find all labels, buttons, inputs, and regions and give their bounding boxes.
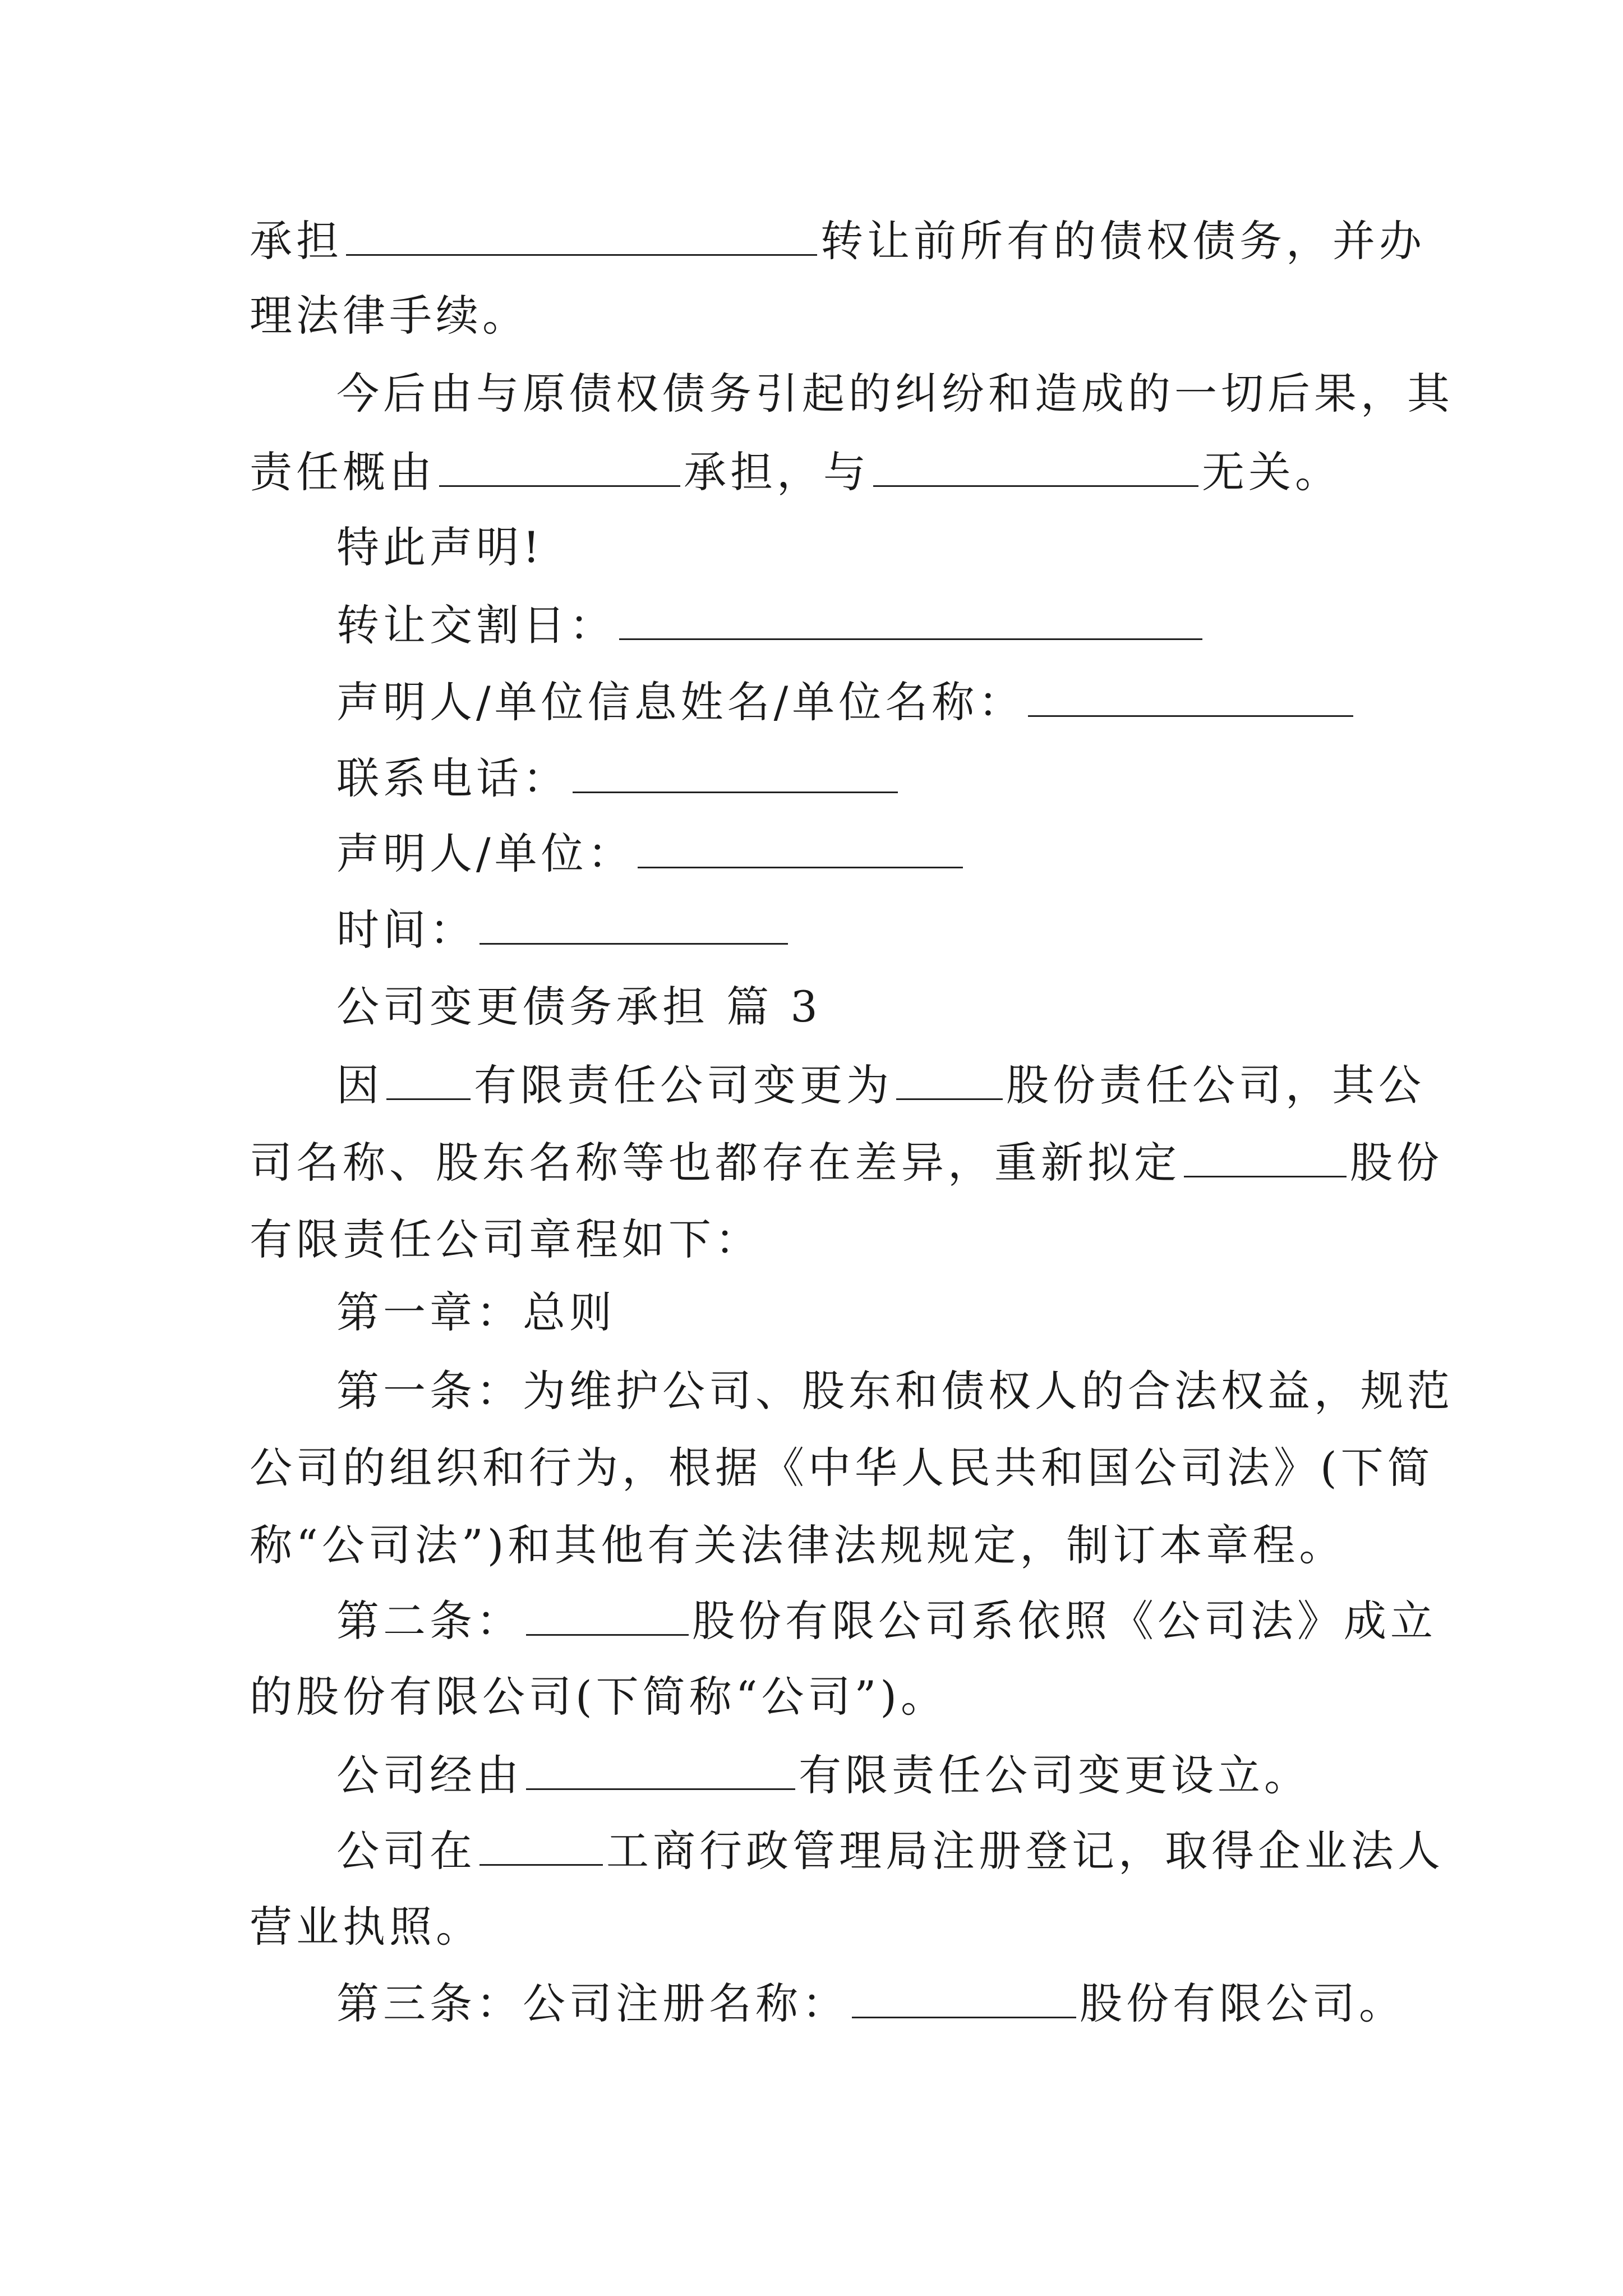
text-line [250, 1212, 762, 1268]
text-run: 今后由与原债权债务引起的纠纷和造成的一切后果，其 [336, 369, 1454, 418]
text-run: 第一条：为维护公司、股东和债权人的合法权益，规范 [336, 1366, 1454, 1416]
text-run: 的股份有限公司(下简称“公司”)。 [250, 1672, 948, 1722]
fill-in-blank [479, 1832, 603, 1866]
section-heading [336, 979, 822, 1035]
fill-in-blank [1028, 683, 1353, 717]
fill-in-blank [386, 1066, 471, 1100]
fill-in-blank [346, 222, 817, 256]
text-run: 股份责任公司，其公 [1006, 1060, 1425, 1110]
text-run: 理法律手续。 [250, 291, 529, 341]
text-run: 公司的组织和行为，根据《中华人民共和国公司法》(下简 [250, 1443, 1434, 1493]
fill-in-blank [896, 1066, 1003, 1100]
text-line [336, 1823, 1444, 1879]
text-line [250, 1517, 1345, 1573]
text-run: 特此声明! [336, 522, 544, 572]
text-run: 第一章：总则 [336, 1287, 616, 1337]
text-run: 第二条： [336, 1596, 523, 1646]
text-line [336, 597, 1206, 654]
text-line [250, 288, 529, 344]
text-run: 公司经由 [336, 1750, 523, 1800]
text-run: 责任概由 [250, 447, 436, 497]
text-line [336, 366, 1454, 422]
text-run: 股份 [1350, 1138, 1443, 1188]
text-run: 因 [336, 1060, 383, 1110]
text-run: 公司变更债务承担 篇 3 [336, 982, 822, 1032]
text-run: 营业执照。 [250, 1902, 482, 1952]
text-run: 联系电话： [336, 753, 569, 803]
text-run: 有限责任公司变更为 [474, 1060, 893, 1110]
fill-in-blank [638, 834, 963, 868]
text-run: 股份有限公司系依照《公司法》成立 [692, 1596, 1437, 1646]
text-run: 称“公司法”)和其他有关法律法规规定，制订本章程。 [250, 1520, 1346, 1570]
text-run: 股份有限公司。 [1080, 1978, 1405, 2028]
text-run: 承担 [250, 216, 343, 266]
text-line [250, 213, 1426, 269]
fill-in-blank [439, 453, 680, 487]
fill-in-blank [526, 1602, 689, 1636]
text-line [336, 902, 791, 958]
text-line [336, 674, 1357, 730]
text-line [336, 1363, 1454, 1419]
fill-in-blank [479, 910, 788, 945]
text-run: 转让交割日： [336, 600, 616, 650]
fill-in-blank [573, 759, 898, 793]
text-line [336, 826, 966, 882]
fill-in-blank [852, 1984, 1076, 2018]
text-line [336, 1747, 1311, 1803]
text-line [336, 1593, 1437, 1649]
text-line [250, 1669, 947, 1725]
text-run: 无关。 [1202, 447, 1341, 497]
text-run: 时间： [336, 905, 476, 955]
fill-in-blank [1184, 1143, 1347, 1177]
text-line [250, 444, 1341, 500]
text-run: 承担，与 [684, 447, 870, 497]
text-line [336, 519, 544, 576]
chapter-heading [336, 1285, 616, 1341]
text-run: 转让前所有的债权债务，并办 [820, 216, 1426, 266]
text-run: 有限责任公司章程如下： [250, 1214, 762, 1264]
text-run: 第三条：公司注册名称： [336, 1978, 849, 2028]
text-run: 公司在 [336, 1826, 476, 1876]
text-run: 声明人/单位信息姓名/单位名称： [336, 677, 1025, 727]
text-run: 司名称、股东名称等也都存在差异，重新拟定 [250, 1138, 1181, 1188]
text-line [336, 1976, 1405, 2032]
text-line [250, 1440, 1434, 1496]
text-run: 声明人/单位： [336, 829, 634, 878]
text-run: 工商行政管理局注册登记，取得企业法人 [606, 1826, 1444, 1876]
text-line [336, 751, 901, 807]
fill-in-blank [873, 453, 1198, 487]
fill-in-blank [526, 1756, 795, 1790]
text-line [250, 1899, 482, 1955]
text-line [250, 1135, 1443, 1191]
fill-in-blank [619, 606, 1202, 640]
text-line [336, 1057, 1425, 1114]
text-run: 有限责任公司变更设立。 [799, 1750, 1311, 1800]
